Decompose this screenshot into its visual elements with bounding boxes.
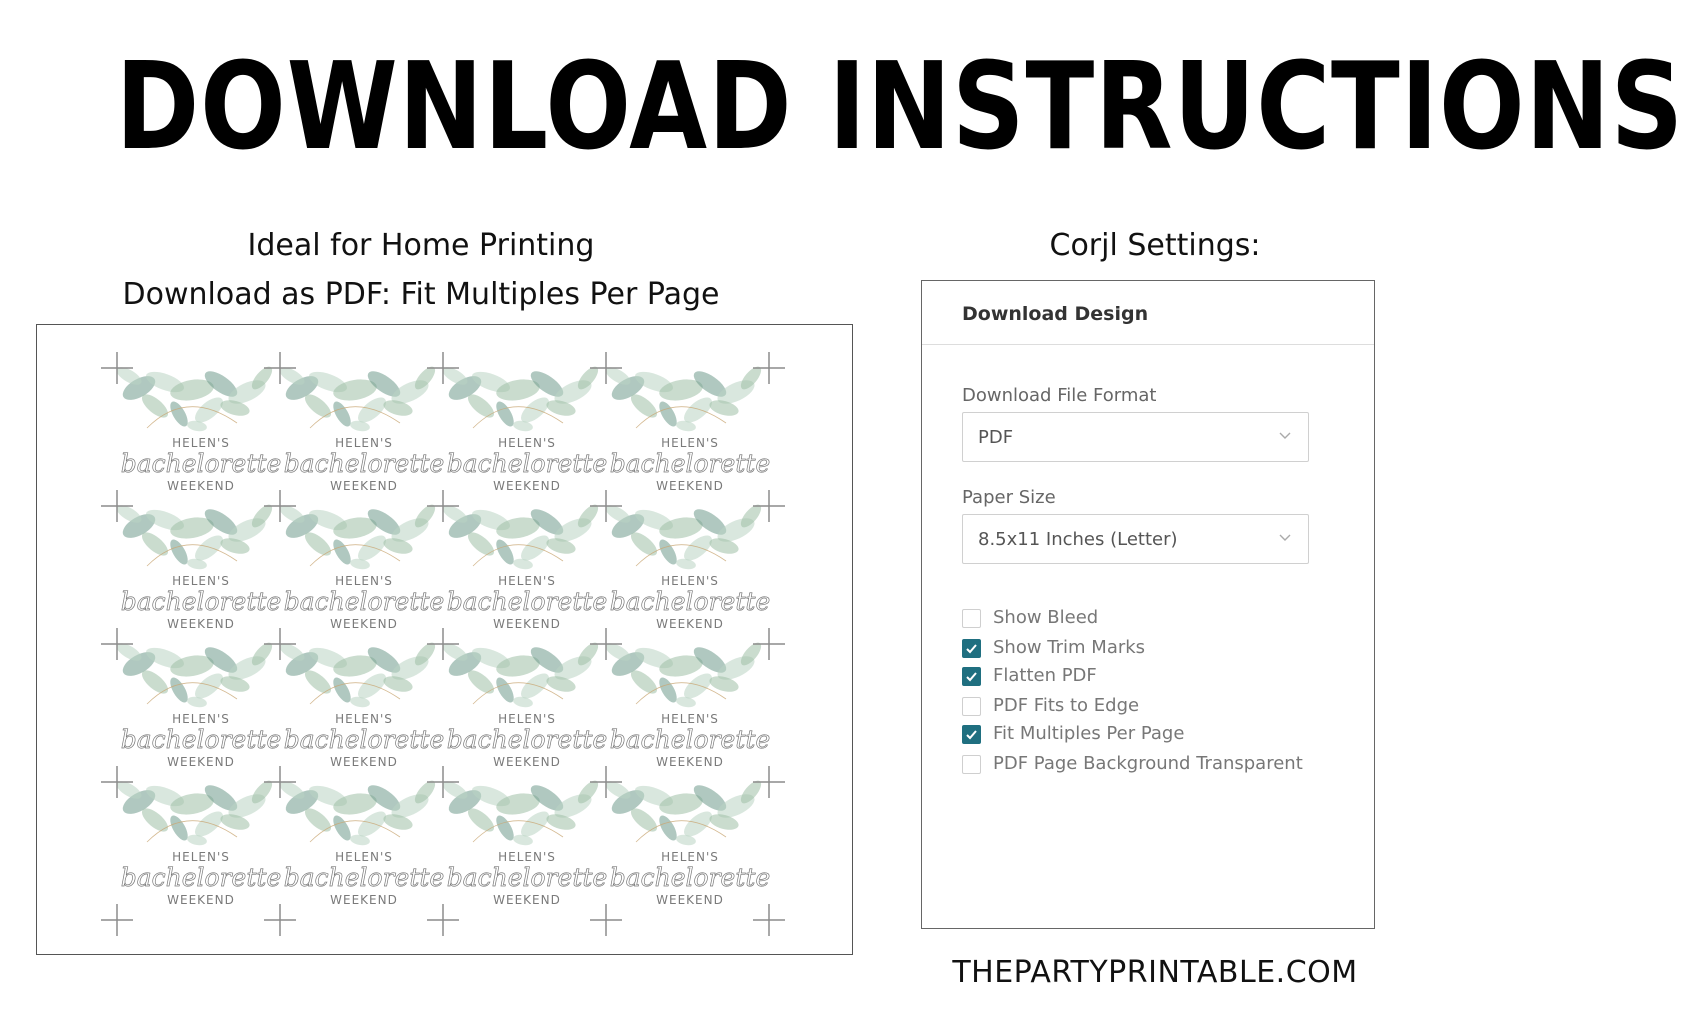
label-weekend-text: WEEKEND — [656, 893, 724, 907]
label-card — [277, 639, 444, 769]
label-name-text: HELEN'S — [498, 850, 556, 864]
checkmark-icon — [965, 728, 978, 741]
label-weekend-text: WEEKEND — [167, 617, 235, 631]
corjl-settings-heading: Corjl Settings: — [1049, 228, 1261, 263]
label-script-text: bachelorette — [446, 863, 608, 892]
trim-mark — [753, 904, 785, 936]
label-name-text: HELEN'S — [661, 436, 719, 450]
download-design-panel — [921, 280, 1375, 929]
label-script-text: bachelorette — [120, 449, 282, 478]
label-name-text: HELEN'S — [172, 850, 230, 864]
label-script-text: bachelorette — [609, 449, 771, 478]
paper-size-label: Paper Size — [962, 487, 1056, 508]
option-label: Show Trim Marks — [993, 637, 1146, 658]
checkbox[interactable] — [962, 639, 981, 658]
panel-title: Download Design — [962, 303, 1149, 325]
checkbox[interactable] — [962, 697, 981, 716]
label-card — [277, 501, 444, 631]
trim-mark — [101, 904, 133, 936]
label-card — [603, 639, 770, 769]
label-name-text: HELEN'S — [498, 436, 556, 450]
label-card — [114, 777, 281, 907]
label-weekend-text: WEEKEND — [656, 617, 724, 631]
label-card — [440, 363, 607, 493]
label-script-text: bachelorette — [446, 587, 608, 616]
trim-mark — [753, 766, 785, 798]
chevron-down-icon — [1278, 530, 1292, 544]
label-name-text: HELEN'S — [172, 574, 230, 588]
label-script-text: bachelorette — [283, 449, 445, 478]
label-card — [114, 501, 281, 631]
paper-size-select[interactable] — [962, 514, 1309, 564]
trim-mark — [427, 904, 459, 936]
trim-mark — [753, 352, 785, 384]
label-card — [114, 363, 281, 493]
label-script-text: bachelorette — [609, 725, 771, 754]
label-name-text: HELEN'S — [172, 436, 230, 450]
checkbox[interactable] — [962, 755, 981, 774]
chevron-down-icon — [1278, 428, 1292, 442]
label-card — [603, 363, 770, 493]
option-label: PDF Fits to Edge — [993, 695, 1140, 716]
option-label: Flatten PDF — [993, 665, 1097, 686]
label-card — [114, 639, 281, 769]
label-name-text: HELEN'S — [172, 712, 230, 726]
label-weekend-text: WEEKEND — [330, 755, 398, 769]
label-card — [603, 777, 770, 907]
label-script-text: bachelorette — [609, 863, 771, 892]
print-sheet-preview — [36, 324, 853, 955]
option-label: Show Bleed — [993, 607, 1099, 628]
label-script-text: bachelorette — [120, 725, 282, 754]
label-script-text: bachelorette — [120, 587, 282, 616]
label-script-text: bachelorette — [120, 863, 282, 892]
checkbox[interactable] — [962, 609, 981, 628]
file-format-select[interactable] — [962, 412, 1309, 462]
label-card — [277, 363, 444, 493]
trim-mark — [590, 904, 622, 936]
checkmark-icon — [965, 670, 978, 683]
label-name-text: HELEN'S — [335, 574, 393, 588]
label-name-text: HELEN'S — [498, 712, 556, 726]
checkbox[interactable] — [962, 725, 981, 744]
label-weekend-text: WEEKEND — [493, 755, 561, 769]
label-card — [440, 777, 607, 907]
pdf-instruction: Download as PDF: Fit Multiples Per Page — [122, 277, 720, 312]
sheet-grid — [37, 325, 852, 954]
home-printing-subtitle: Ideal for Home Printing — [247, 228, 595, 263]
label-script-text: bachelorette — [283, 863, 445, 892]
label-card — [440, 639, 607, 769]
label-card — [603, 501, 770, 631]
label-name-text: HELEN'S — [335, 712, 393, 726]
checkbox[interactable] — [962, 667, 981, 686]
option-label: PDF Page Background Transparent — [993, 753, 1303, 774]
label-name-text: HELEN'S — [335, 436, 393, 450]
option-label: Fit Multiples Per Page — [993, 723, 1185, 744]
label-weekend-text: WEEKEND — [167, 479, 235, 493]
label-script-text: bachelorette — [446, 449, 608, 478]
trim-mark — [264, 904, 296, 936]
checkmark-icon — [965, 642, 978, 655]
label-weekend-text: WEEKEND — [330, 893, 398, 907]
label-name-text: HELEN'S — [661, 574, 719, 588]
label-script-text: bachelorette — [283, 725, 445, 754]
label-weekend-text: WEEKEND — [656, 479, 724, 493]
label-weekend-text: WEEKEND — [330, 479, 398, 493]
label-script-text: bachelorette — [609, 587, 771, 616]
site-url: THEPARTYPRINTABLE.COM — [952, 955, 1358, 990]
label-weekend-text: WEEKEND — [493, 617, 561, 631]
file-format-value: PDF — [978, 427, 1014, 448]
label-weekend-text: WEEKEND — [493, 893, 561, 907]
trim-mark — [753, 490, 785, 522]
label-card — [440, 501, 607, 631]
trim-mark — [753, 628, 785, 660]
label-weekend-text: WEEKEND — [330, 617, 398, 631]
label-script-text: bachelorette — [283, 587, 445, 616]
label-name-text: HELEN'S — [498, 574, 556, 588]
label-weekend-text: WEEKEND — [493, 479, 561, 493]
panel-divider — [922, 344, 1374, 345]
label-name-text: HELEN'S — [661, 850, 719, 864]
file-format-label: Download File Format — [962, 385, 1157, 406]
label-name-text: HELEN'S — [661, 712, 719, 726]
label-weekend-text: WEEKEND — [167, 893, 235, 907]
label-weekend-text: WEEKEND — [656, 755, 724, 769]
label-card — [277, 777, 444, 907]
page-title: DOWNLOAD INSTRUCTIONS — [115, 38, 1684, 177]
label-script-text: bachelorette — [446, 725, 608, 754]
paper-size-value: 8.5x11 Inches (Letter) — [978, 529, 1178, 550]
label-weekend-text: WEEKEND — [167, 755, 235, 769]
label-name-text: HELEN'S — [335, 850, 393, 864]
